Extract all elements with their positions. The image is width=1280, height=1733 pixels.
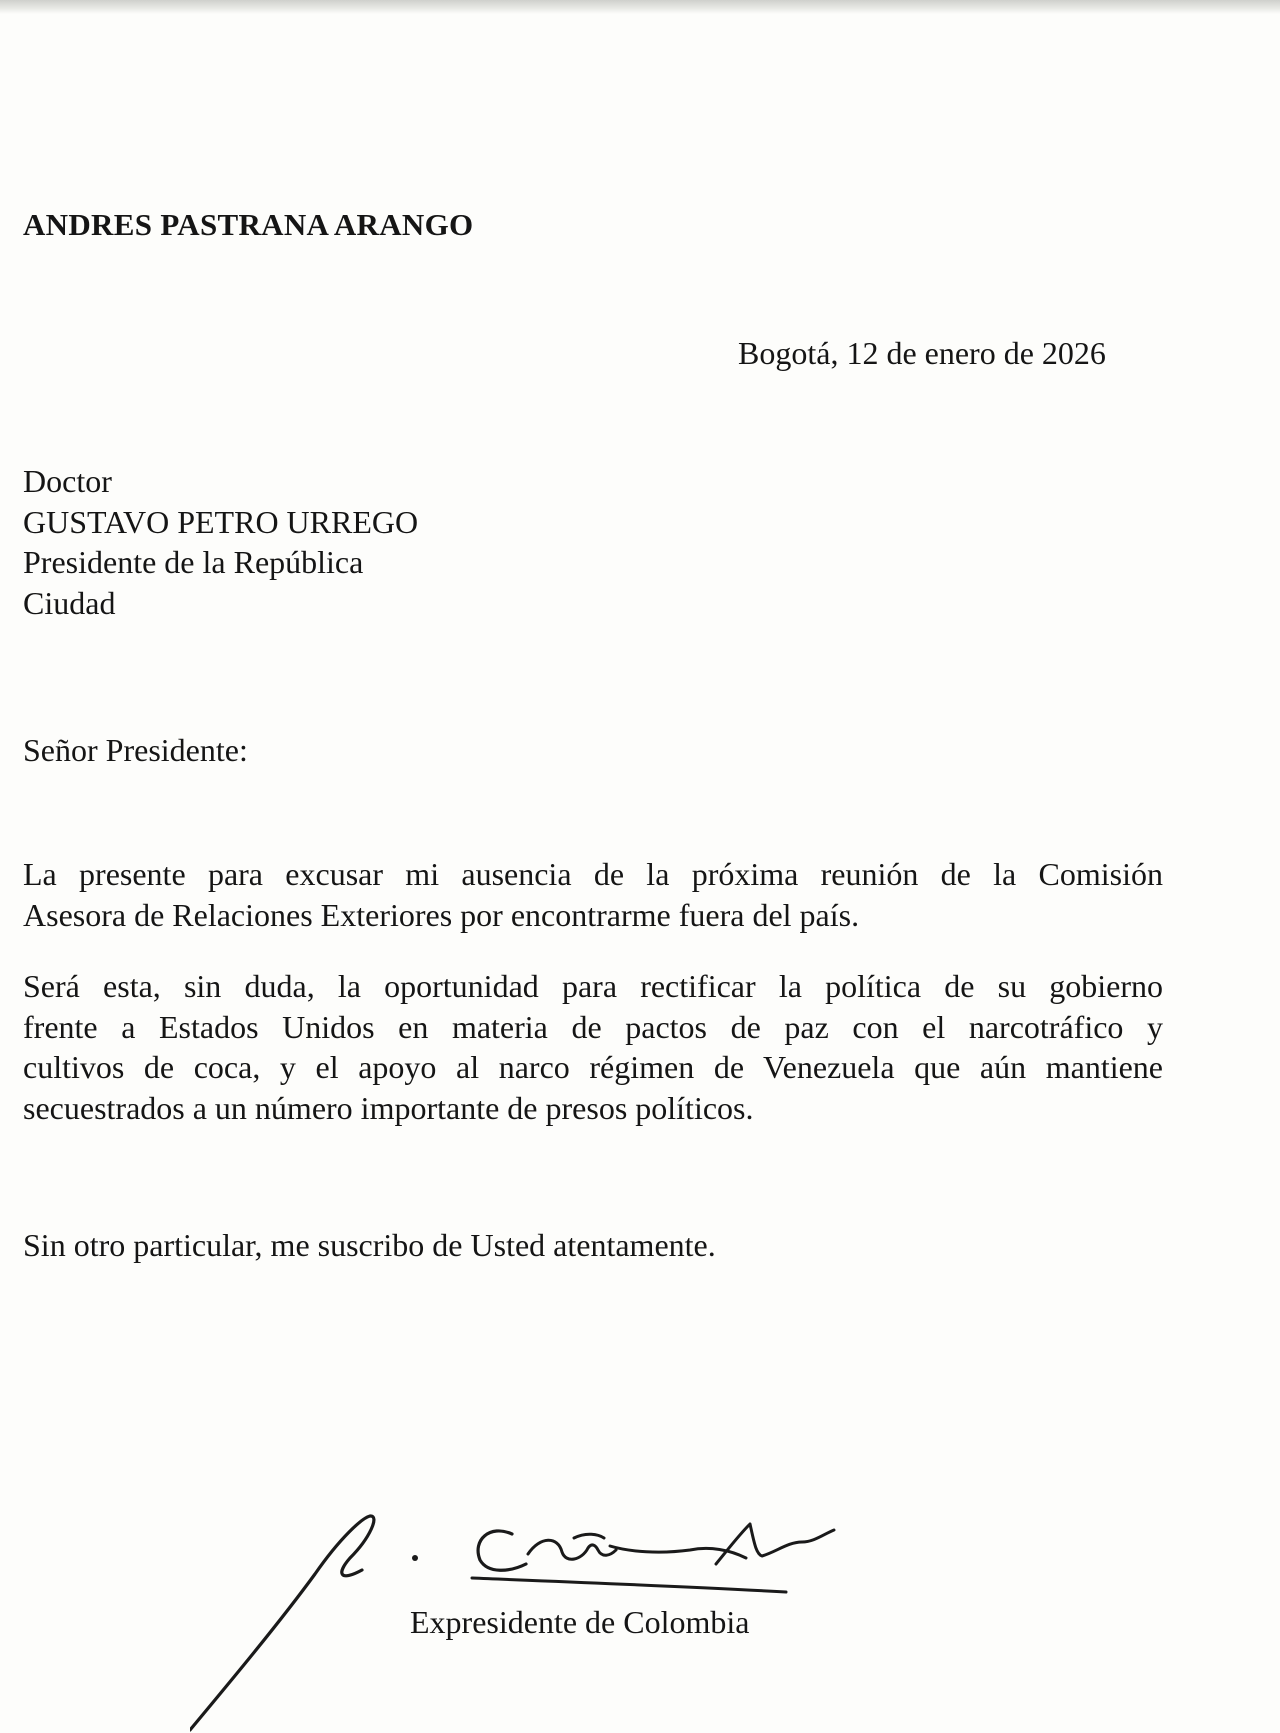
paragraph-line: cultivos de coca, y el apoyo al narco régimen de Venezuela que aún mantiene	[23, 1049, 1163, 1085]
recipient-city: Ciudad	[23, 584, 116, 621]
paragraph-line: secuestrados a un número importante de presos políticos.	[23, 1089, 754, 1126]
recipient-position: Presidente de la República	[23, 544, 364, 580]
paragraph-line: Asesora de Relaciones Exteriores por encontrarme fuera del país.	[23, 896, 860, 933]
signature-flourish	[716, 1524, 834, 1564]
recipient-title: Doctor	[23, 463, 112, 499]
signature-c-stroke	[478, 1531, 526, 1570]
paragraph-line: Será esta, sin duda, la oportunidad para rectificar la política de su gobierno	[23, 968, 1163, 1004]
paragraph-line: frente a Estados Unidos en materia de pactos de paz con el narcotráfico y	[23, 1008, 1163, 1045]
signature-middle-stroke	[528, 1534, 746, 1559]
signature-long-stroke	[190, 1516, 374, 1730]
body-paragraph-1	[23, 854, 1163, 935]
signature-dot	[412, 1555, 418, 1561]
paragraph-line: La presente para excusar mi ausencia de la próxima reunión de la Comisión	[23, 856, 1163, 892]
recipient-name: GUSTAVO PETRO URREGO	[23, 503, 419, 540]
signer-role: Expresidente de Colombia	[410, 1604, 750, 1640]
sender-name: ANDRES PASTRANA ARANGO	[23, 207, 474, 242]
signature-underline	[472, 1578, 786, 1592]
body-paragraph-2	[23, 966, 1163, 1128]
recipient-block	[23, 461, 418, 623]
date-line: Bogotá, 12 de enero de 2026	[738, 335, 1106, 371]
closing-line: Sin otro particular, me suscribo de Usted atentamente.	[23, 1227, 716, 1263]
salutation: Señor Presidente:	[23, 732, 248, 768]
